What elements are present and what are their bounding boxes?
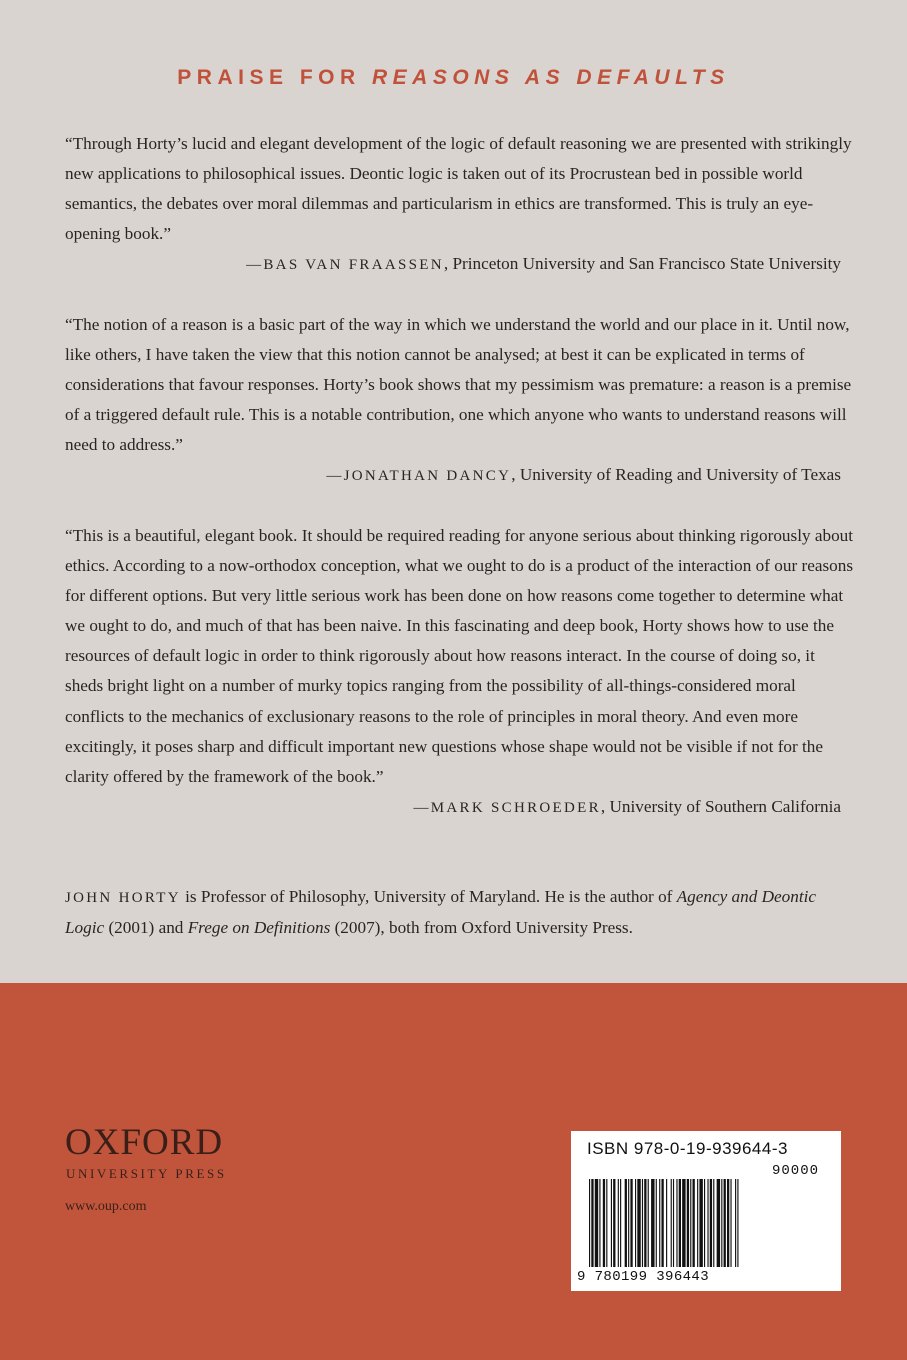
barcode-bar <box>717 1179 720 1267</box>
barcode-bar <box>603 1179 605 1267</box>
praise-heading <box>0 66 907 90</box>
quote-author: —JONATHAN DANCY <box>326 468 512 485</box>
barcode-bar <box>648 1179 649 1267</box>
barcode-bar <box>697 1179 698 1267</box>
barcode-bar <box>666 1179 667 1267</box>
barcode-bar <box>671 1179 672 1267</box>
quote-text: “The notion of a reason is a basic part of the way in which we understand the world and our place in it. Until now, like others, I have taken the view that this notion cannot be analysed; at best it can be explicated in terms of considerations that favour responses. Horty’s book shows that my pessimism was premature: a reason is a premise of a triggered default rule. This is a notable contribution, one which anyone who wants to understand reasons will need to address.” <box>65 315 852 455</box>
barcode-bar <box>724 1179 726 1267</box>
heading-book-title: REASONS AS DEFAULTS <box>372 66 730 89</box>
barcode-bar <box>618 1179 619 1267</box>
quote-attribution <box>65 792 855 823</box>
barcode-bar <box>595 1179 598 1267</box>
barcode-bar <box>591 1179 593 1267</box>
barcode-bar <box>659 1179 660 1267</box>
barcode-bar <box>644 1179 646 1267</box>
barcode-bar <box>704 1179 705 1267</box>
quote-affiliation: , University of Southern California <box>600 796 841 816</box>
quote-affiliation: , Princeton University and San Francisco State University <box>443 254 841 274</box>
barcode-bar <box>707 1179 708 1267</box>
quote-attribution <box>65 460 855 491</box>
barcode-bar <box>735 1179 736 1267</box>
barcode-bar <box>679 1179 681 1267</box>
isbn-barcode <box>571 1131 841 1291</box>
barcode-bar <box>651 1179 654 1267</box>
barcode-bar <box>630 1179 632 1267</box>
barcode-bar <box>613 1179 615 1267</box>
quote-author: —MARK SCHROEDER <box>413 799 601 816</box>
barcode-bar <box>682 1179 685 1267</box>
barcode-bar <box>687 1179 689 1267</box>
barcode-bar <box>599 1179 600 1267</box>
barcode-bar <box>661 1179 663 1267</box>
quote-text: “Through Horty’s lucid and elegant development of the logic of default reasoning we are presented with strikingly new applications to philosophical issues. Deontic logic is taken out of its Procrustean bed in possible world semantics, the debates over moral dilemmas and particularism in ethics are transformed. This is truly an eye-opening book.” <box>65 134 852 244</box>
barcode-bar <box>710 1179 712 1267</box>
barcode-bar <box>730 1179 731 1267</box>
bio-text-1: is Professor of Philosophy, University of Maryland. He is the author of <box>180 887 677 906</box>
quote-van-fraassen <box>65 129 855 280</box>
quote-schroeder <box>65 521 855 823</box>
author-bio <box>65 882 855 943</box>
quote-author: —BAS VAN FRAASSEN <box>246 257 444 274</box>
barcode-bar <box>611 1179 612 1267</box>
barcode-bar <box>642 1179 643 1267</box>
bio-text-3: (2007), both from Oxford University Press. <box>330 918 633 938</box>
publisher-logo-subtitle: UNIVERSITY PRESS <box>66 1166 227 1181</box>
isbn-label: ISBN 978-0-19-939644-3 <box>587 1139 788 1158</box>
barcode-bar <box>676 1179 677 1267</box>
quote-affiliation: , University of Reading and University of Texas <box>511 465 841 485</box>
quote-dancy <box>65 310 855 492</box>
barcode-bars <box>589 1179 823 1269</box>
barcode-bar <box>620 1179 621 1267</box>
barcode-bar <box>589 1179 590 1267</box>
bio-text-2: (2001) and <box>104 918 188 938</box>
bio-book-1: Agency and Deontic Logic <box>65 887 817 938</box>
barcode-bar <box>635 1179 636 1267</box>
barcode-bar <box>690 1179 691 1267</box>
barcode-bar <box>699 1179 702 1267</box>
barcode-bar <box>713 1179 714 1267</box>
price-code: 90000 <box>771 1163 819 1179</box>
bio-book-2: Frege on Definitions <box>187 918 331 938</box>
quote-text: “This is a beautiful, elegant book. It should be required reading for anyone serious about thinking rigorously about ethics. According to a now-orthodox conception, what we ought to do is a product of the interaction of our reasons for different options. But very little serious work has been done on how reasons come together to determine what we ought to do, and much of that has been naive. In this fascinating and deep book, Horty shows how to use the resources of default logic in order to think rigorously about how reasons interact. In the course of doing so, it sheds bright light on a number of murky topics ranging from the possibility of all-things-considered moral conflicts to the mechanics of exclusionary reasons to the role of principles in moral theory. And even more excitingly, it poses sharp and difficult important new questions whose shape would not be visible if not for the clarity offered by the framework of the book.” <box>65 526 854 786</box>
barcode-bar <box>606 1179 607 1267</box>
barcode-bar <box>673 1179 674 1267</box>
quote-attribution <box>65 249 855 280</box>
publisher-logo-name: OXFORD <box>65 1122 224 1163</box>
barcode-bar <box>637 1179 640 1267</box>
heading-prefix: PRAISE FOR <box>177 66 361 89</box>
barcode-bar <box>693 1179 695 1267</box>
barcode-bar <box>737 1179 738 1267</box>
bio-author-name: JOHN HORTY <box>65 890 181 906</box>
barcode-bar <box>656 1179 657 1267</box>
barcode-bar <box>727 1179 729 1267</box>
barcode-bar <box>628 1179 629 1267</box>
ean-digits: 9 780199 396443 <box>577 1269 710 1285</box>
barcode-bar <box>625 1179 627 1267</box>
barcode-bar <box>721 1179 722 1267</box>
publisher-url: www.oup.com <box>65 1199 147 1214</box>
